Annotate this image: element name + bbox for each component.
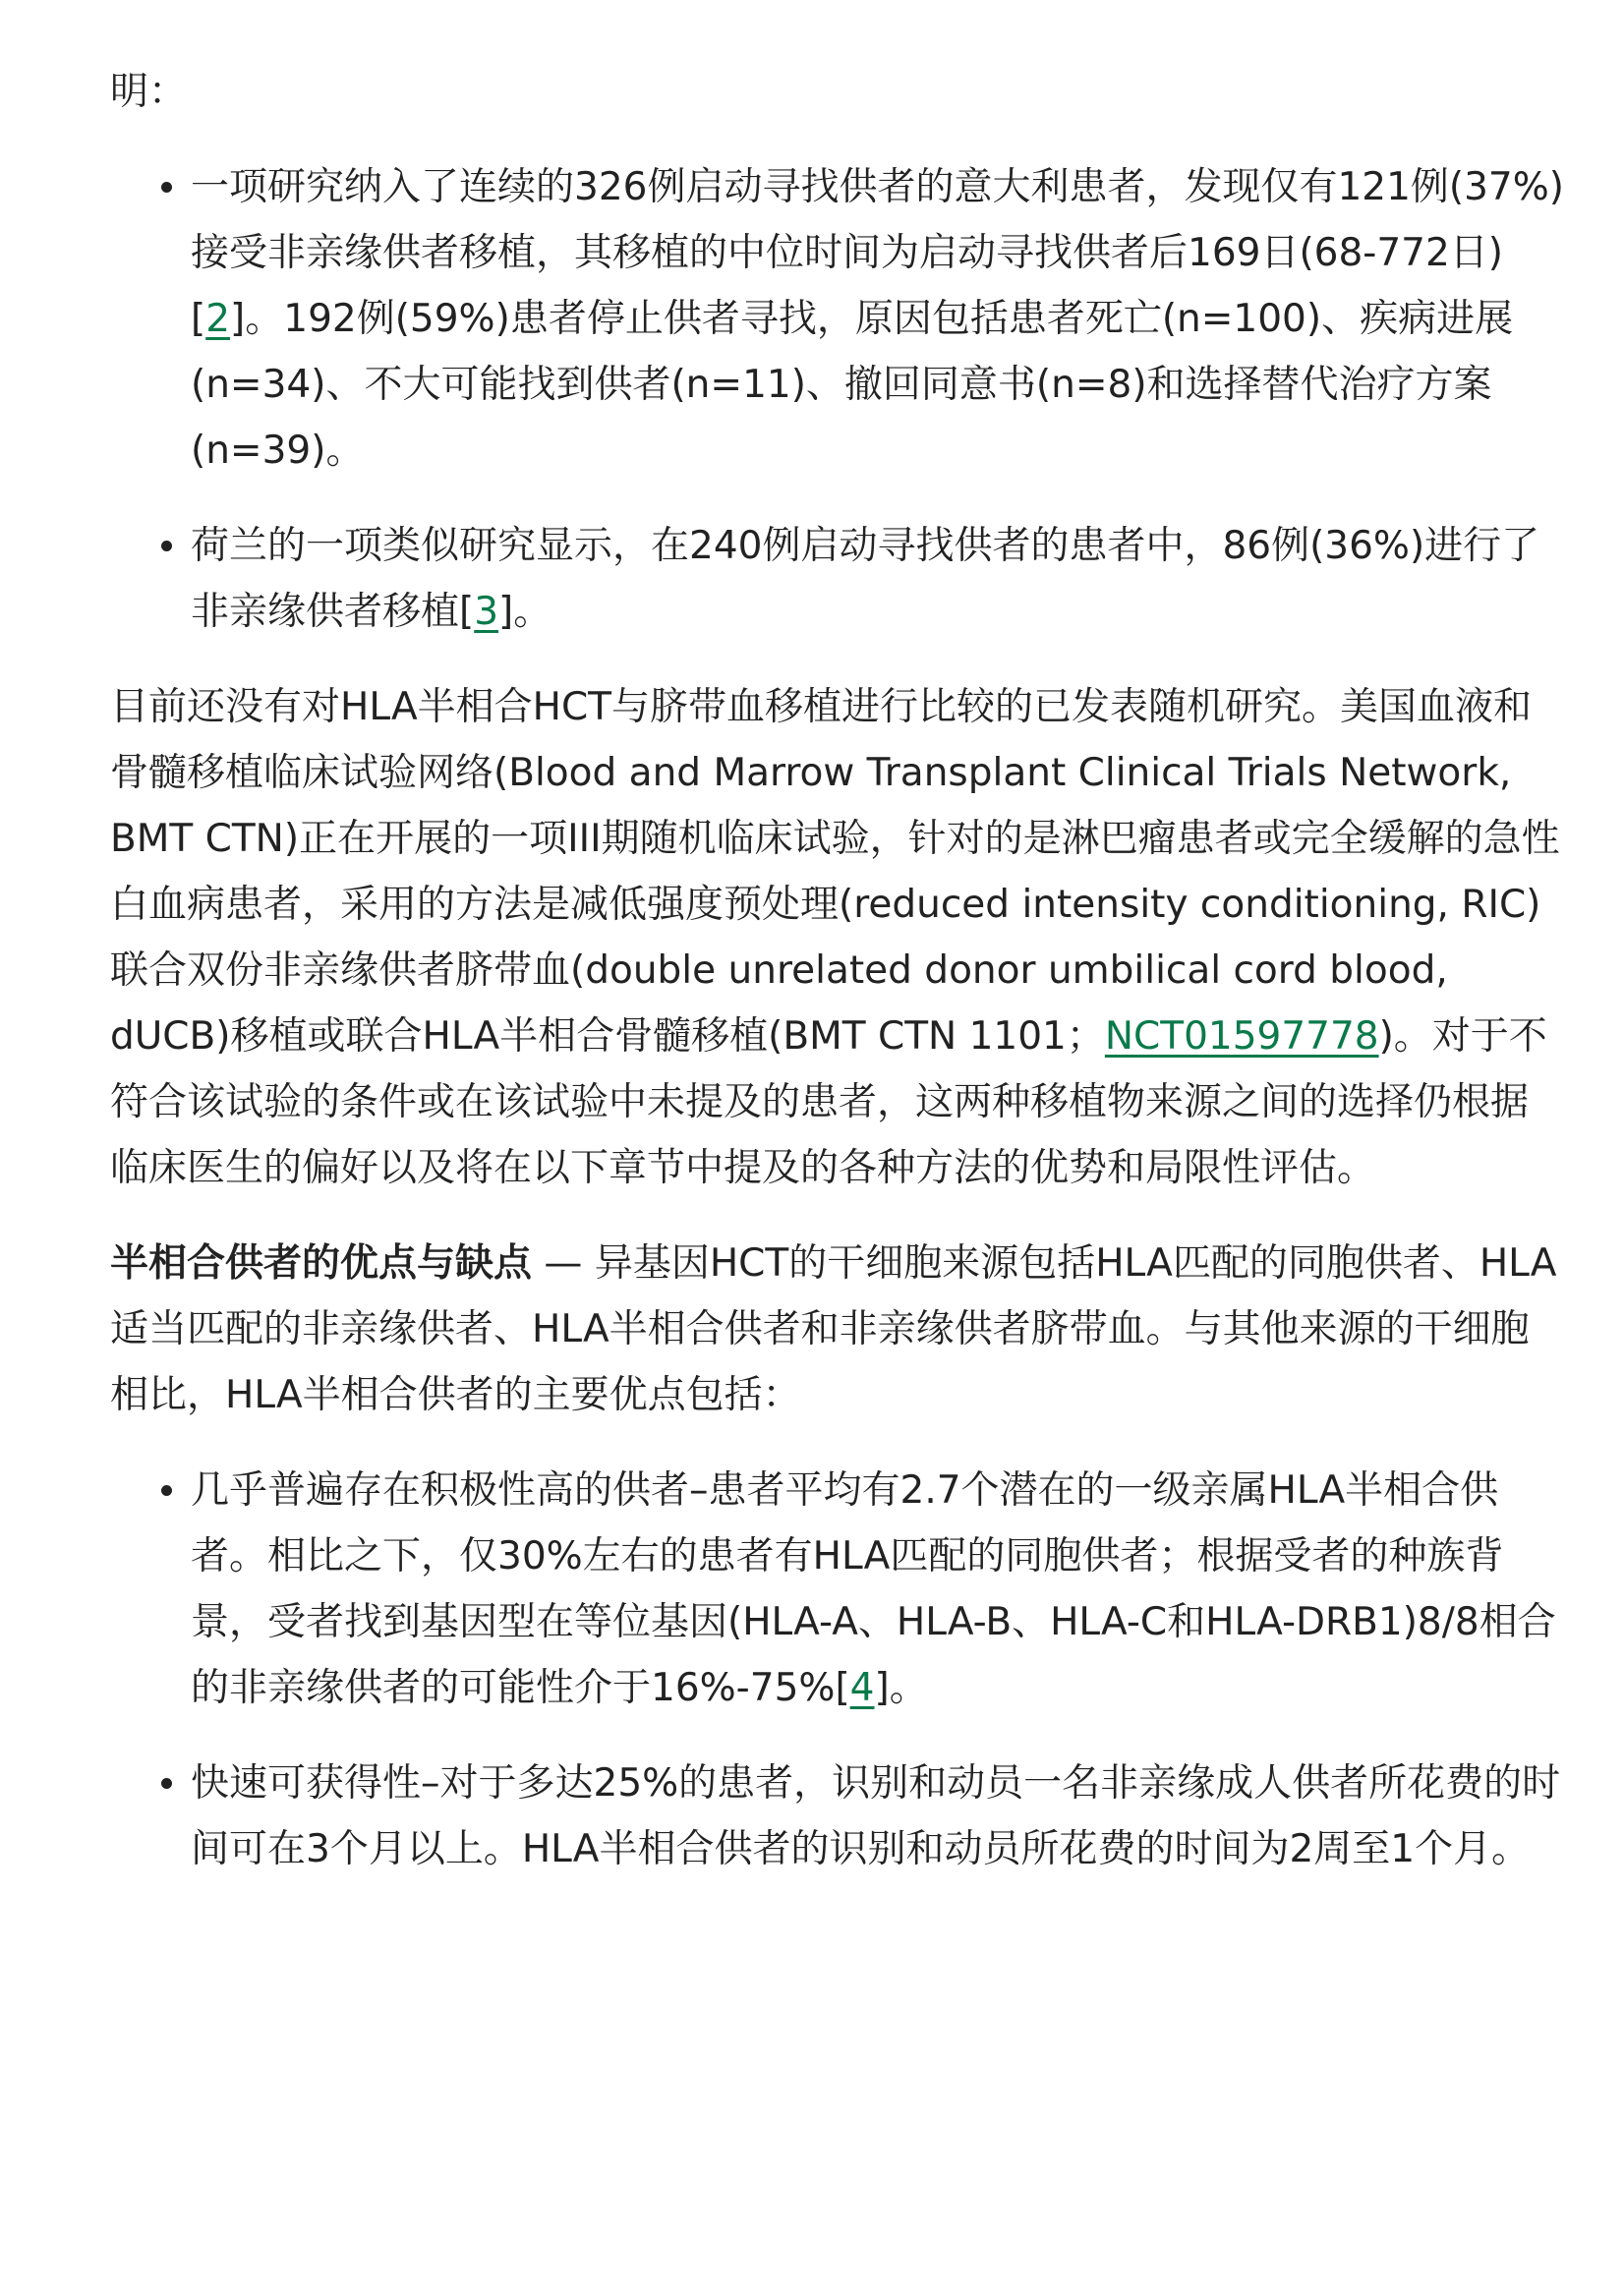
list-item-text-tail: ]。 [874,1666,928,1710]
bullet-dot-icon [161,1778,172,1789]
list-item [110,1751,1565,1882]
list-item-text: 一项研究纳入了连续的326例启动寻找供者的意大利患者，发现仅有121例(37%)接受非亲缘供者移植，其移植的中位时间为启动寻找供者后169日(68-772日)[ [191,165,1564,341]
trial-link-nct01597778[interactable]: NCT01597778 [1104,1014,1379,1059]
intro-tail-text: 明： [110,70,188,114]
paragraph-text-tail: )。对于不符合该试验的条件或在该试验中未提及的患者，这两种移植物来源之间的选择仍根据临床医生的偏好以及将在以下章节中提及的各种方法的优势和局限性评估。 [110,1014,1547,1190]
paragraph-haplo-advantages [110,1231,1565,1428]
list-item-text: 荷兰的一项类似研究显示，在240例启动寻找供者的患者中，86例(36%)进行了非亲缘供者移植[ [191,524,1540,634]
list-item [110,513,1565,645]
section-heading: 半相合供者的优点与缺点 [110,1241,533,1286]
bullet-list-advantages [110,1458,1565,1882]
list-item-text-tail: ]。192例(59%)患者停止供者寻找，原因包括患者死亡(n=100)、疾病进展(n=34)、不大可能找到供者(n=11)、撤回同意书(n=8)和选择替代治疗方案(n=39)。 [191,297,1514,473]
list-item-text: 快速可获得性–对于多达25%的患者，识别和动员一名非亲缘成人供者所花费的时间可在3个月以上。HLA半相合供者的识别和动员所花费的时间为2周至1个月。 [191,1761,1561,1871]
bullet-list-search-outcomes [110,154,1565,645]
reference-link-4[interactable]: 4 [849,1666,875,1710]
paragraph-randomized-studies [110,674,1565,1201]
reference-link-3[interactable]: 3 [474,590,499,634]
heading-dash: — [532,1241,595,1286]
list-item [110,1458,1565,1721]
bullet-dot-icon [161,541,172,551]
article-body [110,59,1565,1912]
list-item-text-tail: ]。 [498,590,552,634]
list-item-text: 几乎普遍存在积极性高的供者–患者平均有2.7个潜在的一级亲属HLA半相合供者。相比之下，仅30%左右的患者有HLA匹配的同胞供者；根据受者的种族背景，受者找到基因型在等位基因(HLA-A、HLA-B、HLA-C和HLA-DRB1)8/8相合的非亲缘供者的可能性介于16%-75%[ [191,1468,1556,1710]
list-item [110,154,1565,484]
paragraph-text: 目前还没有对HLA半相合HCT与脐带血移植进行比较的已发表随机研究。美国血液和骨髓移植临床试验网络(Blood and Marrow Transplant Clinical Trials Network, BMT CTN)正在开展的一项III期随机临床试验，针对的是淋巴瘤患者或完全缓解的急性白血病患者，采用的方法是减低强度预处理(reduced intensity conditioning, RIC)联合双份非亲缘供者脐带血(double unrelated donor umbilical cord blood, dUCB)移植或联合HLA半相合骨髓移植(BMT CTN 1101； [110,685,1560,1059]
paragraph-text: 异基因HCT的干细胞来源包括HLA匹配的同胞供者、HLA适当匹配的非亲缘供者、HLA半相合供者和非亲缘供者脐带血。与其他来源的干细胞相比，HLA半相合供者的主要优点包括： [110,1241,1557,1417]
bullet-dot-icon [161,1485,172,1496]
reference-link-2[interactable]: 2 [205,297,231,341]
bullet-dot-icon [161,182,172,193]
